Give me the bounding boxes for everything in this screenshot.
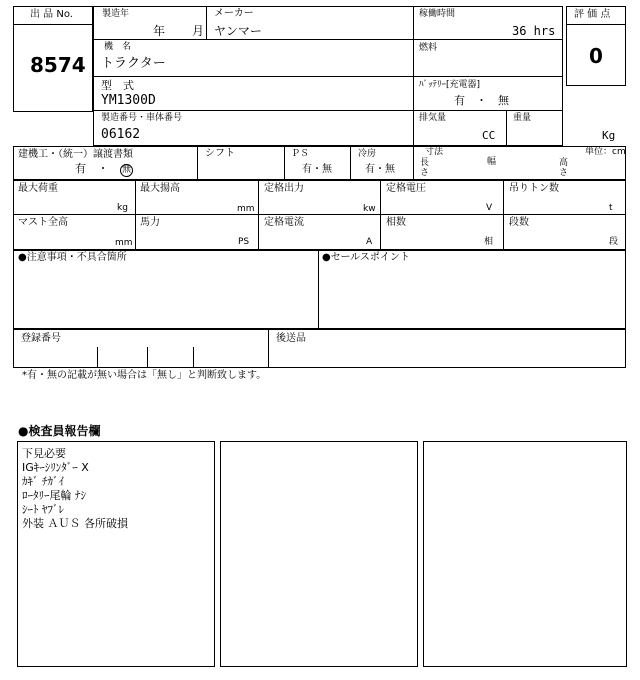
spec-label: 馬力 (140, 217, 160, 228)
year-unit-tsuki: 月 (192, 24, 205, 38)
spec-label: マスト全高 (18, 217, 68, 228)
grid-line (506, 110, 507, 146)
grid-line (206, 6, 207, 40)
battery-label: ﾊﾞｯﾃﾘｰ[充電器] (419, 80, 481, 90)
inspector-heading: ●検査員報告欄 (18, 424, 101, 438)
inspector-line: ﾛｰﾀﾘｰ尾輪 ﾅｼ (22, 489, 86, 502)
maker-value: ヤンマー (214, 24, 262, 38)
battery-options: 有 ・ 無 (454, 94, 509, 107)
spec-label: 定格電流 (264, 217, 304, 228)
footnote: *有・無の記載が無い場合は「無し」と判断致します。 (22, 370, 267, 381)
docs-label: 建機工・（統一）譲渡書類 (18, 149, 133, 160)
type-label: 型 式 (101, 79, 134, 92)
inspector-box-3 (423, 441, 627, 667)
inspector-line: 下見必要 (22, 447, 66, 460)
spec-unit: mm (237, 204, 255, 214)
shift-label: シフト (205, 148, 235, 159)
spec-label: 最大荷重 (18, 183, 58, 194)
grid-line (197, 146, 198, 180)
displacement-unit: CC (482, 129, 496, 142)
grid-line (318, 250, 319, 329)
model-name-value: トラクター (101, 56, 166, 71)
rating-label: 評 価 点 (574, 9, 611, 20)
cooling-label: 冷房 (358, 149, 377, 159)
type-value: YM1300D (101, 93, 156, 108)
year-unit-nen: 年 (153, 24, 166, 38)
displacement-label: 排気量 (419, 113, 447, 123)
size-label: 寸法 (425, 147, 444, 157)
inspector-line: 外装 ＡＵＳ 各所破損 (22, 517, 128, 530)
cooling-options: 有・無 (365, 164, 395, 175)
maker-label: メーカー (214, 8, 254, 19)
inspector-line: ｶｷﾞ ﾁｶﾞｲ (22, 475, 64, 488)
grid-line (413, 146, 414, 180)
spec-unit: A (366, 237, 373, 247)
sales-label: ●セールスポイント (322, 252, 410, 263)
rating-value: 0 (589, 44, 603, 68)
grid-line (13, 214, 626, 215)
spec-label: 吊りトン数 (509, 183, 559, 194)
docs-options (75, 163, 133, 177)
lot-number: 8574 (30, 53, 86, 77)
year-label: 製造年 (102, 9, 130, 19)
spec-label: 最大揚高 (140, 183, 180, 194)
lot-divider (13, 24, 93, 25)
spec-unit: kg (117, 203, 128, 213)
spec-label: 定格出力 (264, 183, 304, 194)
hours-value: 36 hrs (512, 24, 556, 38)
spec-unit: PS (238, 237, 250, 247)
grid-line (268, 329, 269, 368)
spec-unit: V (486, 203, 493, 213)
serial-label: 製造番号・車体番号 (101, 113, 183, 123)
docs-dot: ・ (97, 162, 109, 175)
registration-label: 登録番号 (21, 333, 61, 344)
spec-unit: t (609, 203, 613, 213)
grid-line (147, 347, 148, 368)
length-label: 長 さ (420, 158, 430, 178)
grid-line (258, 180, 259, 250)
spec-unit: mm (115, 238, 133, 248)
weight-label: 重量 (513, 113, 532, 123)
spec-unit: 段 (609, 237, 619, 247)
ps-label: ＰＳ (291, 149, 310, 159)
width-label: 幅 (487, 157, 497, 167)
notes-label: ●注意事項・不具合箇所 (18, 252, 127, 263)
grid-line (503, 180, 504, 250)
grid-line (93, 76, 563, 77)
unit-label: 単位：cm (585, 147, 626, 157)
rating-divider (566, 24, 626, 25)
spec-unit: kw (363, 204, 376, 214)
docs-no-circled: 無 (121, 165, 131, 175)
grid-line (350, 146, 351, 180)
model-name-label: 機 名 (104, 42, 132, 52)
grid-line (380, 180, 381, 250)
grid-line (97, 347, 98, 368)
grid-line (413, 6, 414, 146)
grid-line (284, 146, 285, 180)
inspector-line: IGｷｰｼﾘﾝﾀﾞｰ X (22, 461, 89, 474)
spec-unit: 相 (484, 237, 494, 247)
grid-line (193, 347, 194, 368)
docs-yes: 有 (75, 162, 86, 175)
spec-label: 段数 (509, 217, 529, 228)
shipping-label: 後送品 (276, 333, 306, 344)
grid-line (93, 110, 563, 111)
ps-options: 有・無 (302, 164, 332, 175)
serial-value: 06162 (101, 127, 141, 142)
inspector-box-2 (220, 441, 418, 667)
hours-label: 稼働時間 (419, 9, 456, 19)
weight-unit: Kg (602, 129, 616, 142)
spec-label: 定格電圧 (386, 183, 426, 194)
registration-box (13, 329, 626, 368)
fuel-label: 燃料 (419, 43, 438, 53)
grid-line (135, 180, 136, 250)
inspector-line: ｼｰﾄ ﾔﾌﾞﾚ (22, 503, 64, 516)
spec-label: 相数 (386, 217, 406, 228)
height-label: 高 さ (559, 158, 569, 178)
lot-label: 出 品 No. (30, 9, 73, 20)
grid-line (93, 39, 563, 40)
